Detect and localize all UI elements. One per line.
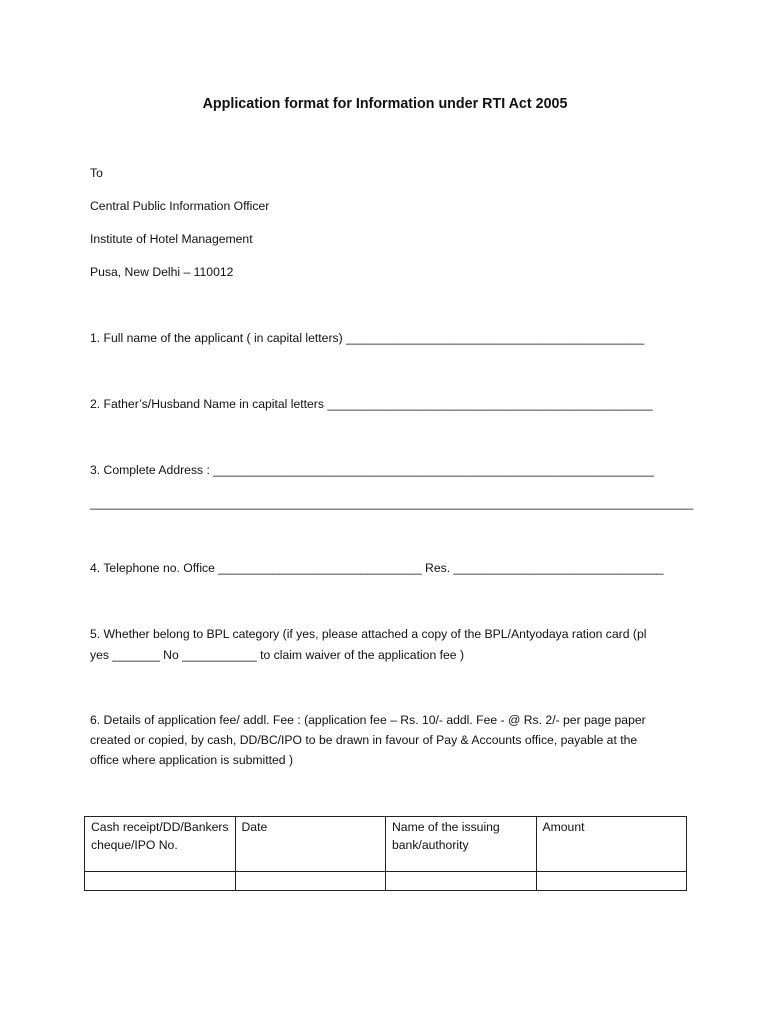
address-institute: Institute of Hotel Management (90, 232, 253, 246)
fee-details-line-2: created or copied, by cash, DD/BC/IPO to be drawn in favour of Pay & Accounts office, payable at the (90, 733, 638, 747)
header-amount: Amount (536, 817, 687, 872)
address-location: Pusa, New Delhi – 110012 (90, 265, 234, 279)
father-husband-name-field[interactable]: 2. Father’s/Husband Name in capital letters ________________________________________________ (90, 397, 653, 411)
table-row (85, 872, 687, 891)
applicant-name-field[interactable]: 1. Full name of the applicant ( in capital letters) ____________________________________________ (90, 331, 645, 345)
telephone-field[interactable]: 4. Telephone no. Office ______________________________ Res. _______________________________ (90, 561, 664, 575)
fee-details-table (84, 816, 687, 891)
cell-amount[interactable] (536, 872, 687, 891)
table-header-row (85, 817, 687, 872)
fee-details-line-3: office where application is submitted ) (90, 753, 294, 767)
document-title: Application format for Information under RTI Act 2005 (202, 96, 568, 112)
address-officer: Central Public Information Officer (90, 199, 270, 213)
fee-details-line-1: 6. Details of application fee/ addl. Fee : (application fee – Rs. 10/- addl. Fee - @ Rs. 2/- per page paper (90, 713, 646, 727)
cell-issuing-bank[interactable] (386, 872, 537, 891)
header-issuing-bank: Name of the issuing bank/authority (386, 817, 537, 872)
cell-cash-receipt[interactable] (85, 872, 236, 891)
bpl-category-line-2[interactable]: yes _______ No ___________ to claim waiver of the application fee ) (90, 648, 464, 662)
cell-date[interactable] (235, 872, 386, 891)
header-cash-receipt: Cash receipt/DD/Bankers cheque/IPO No. (85, 817, 236, 872)
bpl-category-line-1: 5. Whether belong to BPL category (if yes, please attached a copy of the BPL/Antyodaya ration card (pl (90, 627, 647, 641)
address-to: To (90, 166, 103, 180)
header-date: Date (235, 817, 386, 872)
complete-address-line-2[interactable]: _________________________________________________________________________________________ (90, 496, 694, 510)
complete-address-field[interactable]: 3. Complete Address : _________________________________________________________________ (90, 463, 654, 477)
